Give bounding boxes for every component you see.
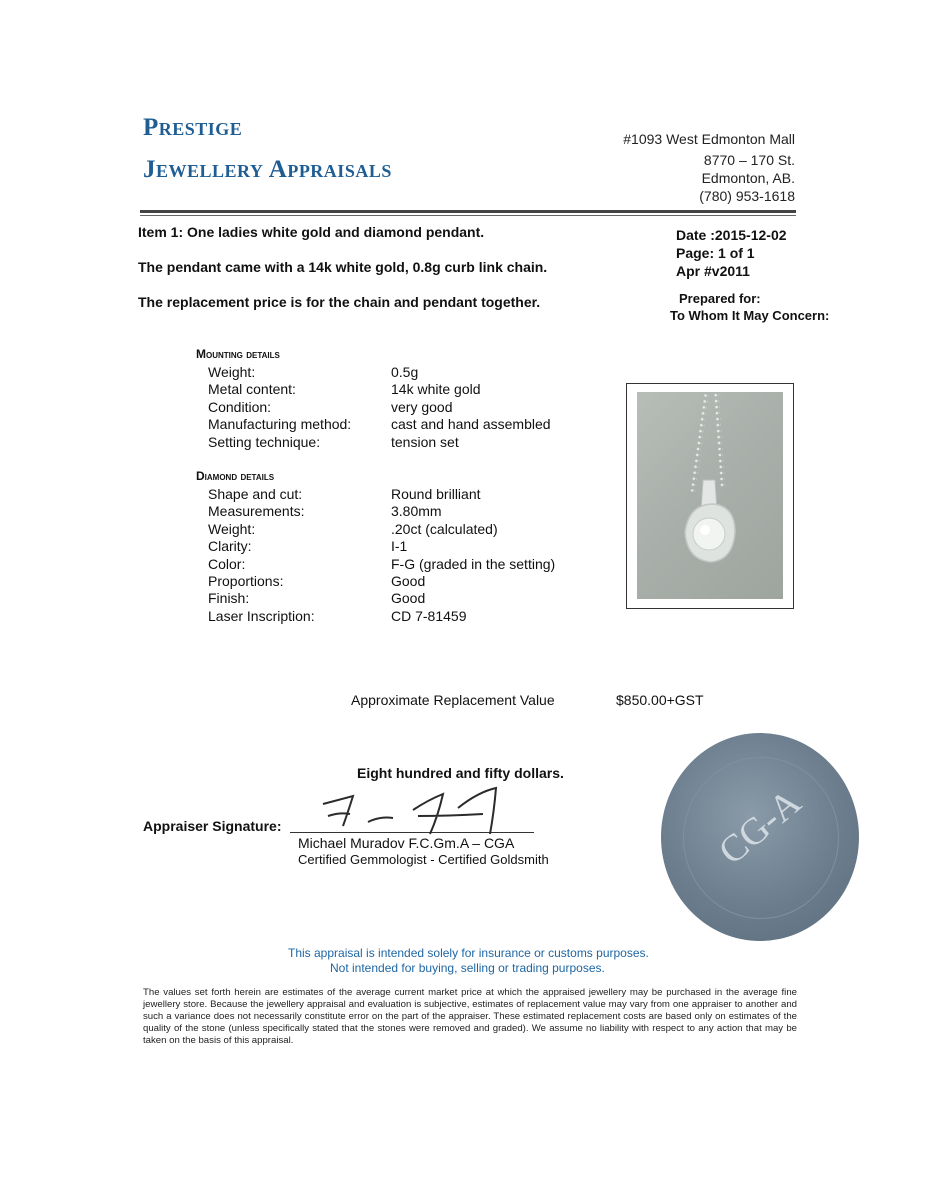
mounting-value: cast and hand assembled	[391, 416, 551, 433]
replacement-value-amount: $850.00+GST	[616, 692, 704, 708]
diamond-label: Shape and cut:	[208, 486, 303, 502]
header-divider-thin	[140, 215, 796, 216]
diamond-label: Finish:	[208, 590, 250, 607]
prepared-for-value: To Whom It May Concern:	[670, 308, 830, 323]
replacement-value-label: Approximate Replacement Value	[351, 692, 555, 708]
diamond-values	[391, 486, 555, 625]
diamond-labels	[208, 486, 315, 625]
diamond-label: Weight:	[208, 520, 256, 537]
company-name-line1: Prestige	[143, 114, 243, 141]
diamond-value: .20ct (calculated)	[391, 520, 498, 537]
mounting-value: very good	[391, 398, 453, 415]
page-number: Page: 1 of 1	[676, 245, 755, 261]
appraisal-date: Date :2015-12-02	[676, 227, 787, 243]
pendant-photo	[637, 392, 783, 599]
appraisal-meta	[676, 226, 787, 280]
replacement-value-words: Eight hundred and fifty dollars.	[357, 765, 564, 781]
diamond-value: Good	[391, 590, 426, 607]
mounting-label: Metal content:	[208, 381, 296, 398]
diamond-label: Clarity:	[208, 538, 252, 555]
diamond-value: F-G (graded in the setting)	[391, 555, 556, 572]
diamond-label: Measurements:	[208, 503, 305, 520]
diamond-value: CD 7-81459	[391, 607, 467, 624]
mounting-label: Condition:	[208, 398, 272, 415]
mounting-label: Setting technique:	[208, 433, 321, 450]
mounting-values	[391, 364, 551, 451]
header-divider	[140, 210, 796, 213]
purpose-notice-line1: This appraisal is intended solely for insurance or customs purposes.	[288, 946, 649, 960]
item-line-3: The replacement price is for the chain and pendant together.	[138, 294, 541, 310]
mounting-labels	[208, 364, 351, 451]
diamond-label: Laser Inscription:	[208, 607, 315, 624]
address-line: Edmonton, AB.	[701, 170, 795, 186]
appraiser-title: Certified Gemmologist - Certified Goldsmith	[298, 852, 549, 867]
company-address	[623, 130, 795, 205]
mounting-label: Manufacturing method:	[208, 416, 352, 433]
company-name-line2: Jewellery Appraisals	[143, 156, 392, 183]
mounting-value: tension set	[391, 433, 459, 450]
address-line: #1093 West Edmonton Mall	[623, 131, 795, 147]
diamond-value: Good	[391, 572, 426, 589]
diamond-value: I-1	[391, 538, 408, 555]
mounting-value: 0.5g	[391, 364, 419, 380]
diamond-value: 3.80mm	[391, 503, 442, 520]
diamond-value: Round brilliant	[391, 486, 481, 502]
item-line-2: The pendant came with a 14k white gold, 0.8g curb link chain.	[138, 259, 548, 275]
diamond-label: Proportions:	[208, 572, 284, 589]
appraisal-number: Apr #v2011	[676, 263, 750, 279]
appraiser-name: Michael Muradov F.C.Gm.A – CGA	[298, 835, 515, 851]
cga-seal	[661, 733, 859, 941]
mounting-details-heading: Mounting details	[196, 347, 280, 361]
address-line: 8770 – 170 St.	[703, 152, 795, 168]
seal-logo: CG-A	[710, 781, 810, 873]
appraiser-signature-label: Appraiser Signature:	[143, 818, 282, 834]
diamond-details-heading: Diamond details	[196, 469, 275, 483]
pendant-illustration	[637, 392, 783, 599]
mounting-value: 14k white gold	[391, 381, 481, 398]
address-line: (780) 953-1618	[699, 188, 795, 204]
item-line-1: Item 1: One ladies white gold and diamond pendant.	[138, 224, 485, 240]
diamond-label: Color:	[208, 555, 246, 572]
prepared-for-label: Prepared for:	[679, 291, 761, 306]
legal-disclaimer: The values set forth herein are estimates of the average current market price at which the appraised jewellery may be purchased in the average fine jewellery store. Because the jewellery appraisal and evaluation is subjective, estimates of replacement value may vary from one appraiser to another and such a variance does not necessarily constitute error on the part of the appraiser. These estimated replacement costs are based only on estimates of the quality of the stone (unless specifically stated that the stones were removed and graded). We assume no liability with respect to any action that may be taken on the basis of this appraisal.	[143, 987, 797, 1046]
purpose-notice-line2: Not intended for buying, selling or trading purposes.	[330, 961, 605, 975]
pendant-photo-frame	[626, 383, 794, 609]
mounting-label: Weight:	[208, 364, 256, 380]
